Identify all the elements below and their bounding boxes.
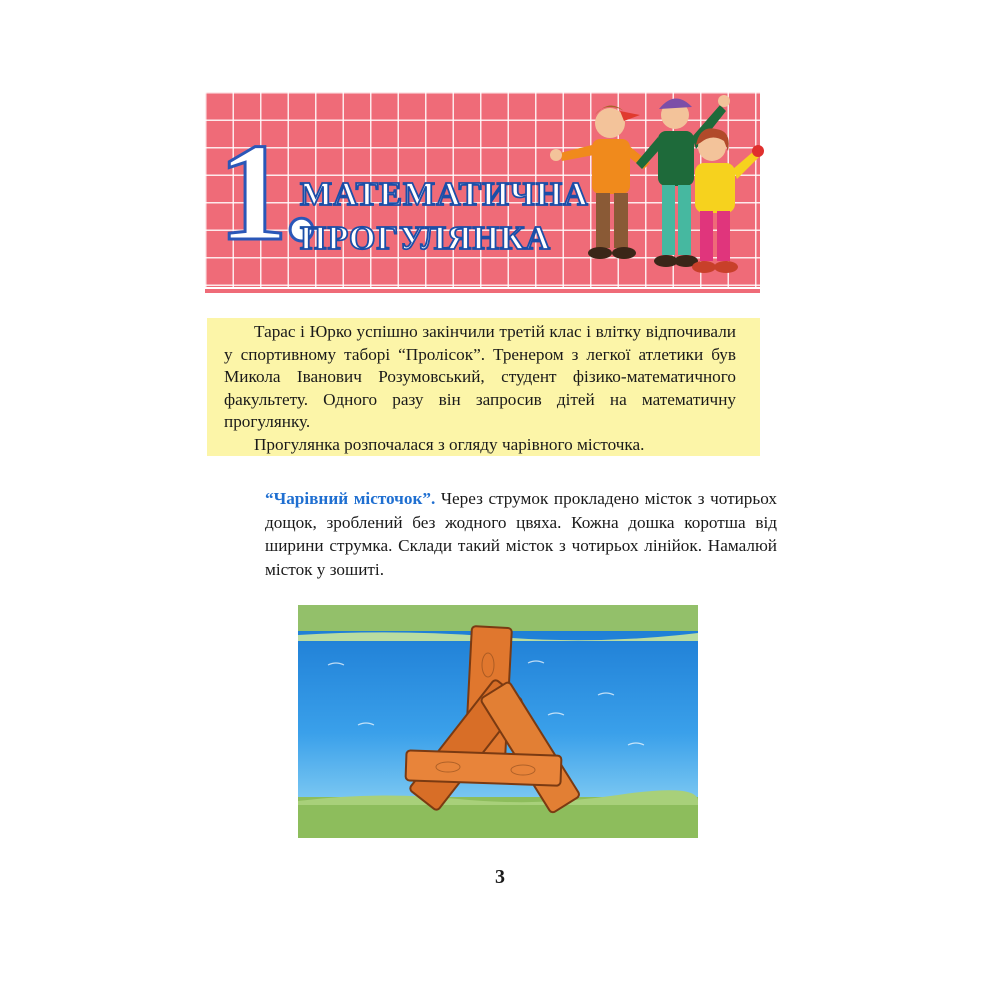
chapter-title-line1: МАТЕМАТИЧНА (300, 176, 589, 213)
banner-underline (205, 289, 760, 293)
plank-horizontal (406, 750, 562, 785)
kids-illustration (540, 85, 770, 285)
girl-yellow-jacket (692, 128, 764, 273)
intro-paragraph-1: Тарас і Юрко успішно закінчили третій клас і влітку відпочивали у спортивному таборі “Пролісок”. Тренером з легкої атлетики був Микола Іванович Розумовський, студент фізико-математичного факультету. Одного разу він запросив дітей на математичну прогулянку. (224, 322, 736, 431)
intro-paragraph-2: Прогулянка розпочалася з огляду чарівного місточка. (254, 434, 645, 454)
task-block (265, 487, 777, 581)
intro-text (224, 321, 736, 456)
task-title: “Чарівний місточок”. (265, 489, 436, 508)
bridge-illustration (298, 605, 698, 838)
chapter-title-line2: ПРОГУЛЯНКА (300, 220, 552, 257)
chapter-number: 1. (218, 115, 315, 270)
boy-orange-jacket (550, 105, 650, 259)
page-number: 3 (495, 866, 505, 888)
task-text: Через струмок прокладено місток з чотирьох дощок, зроблений без жодного цвяха. Кожна дошка коротша від ширини струмка. Склади такий місток з чотирьох лінійок. Намалюй місток у зошиті. (265, 489, 777, 579)
